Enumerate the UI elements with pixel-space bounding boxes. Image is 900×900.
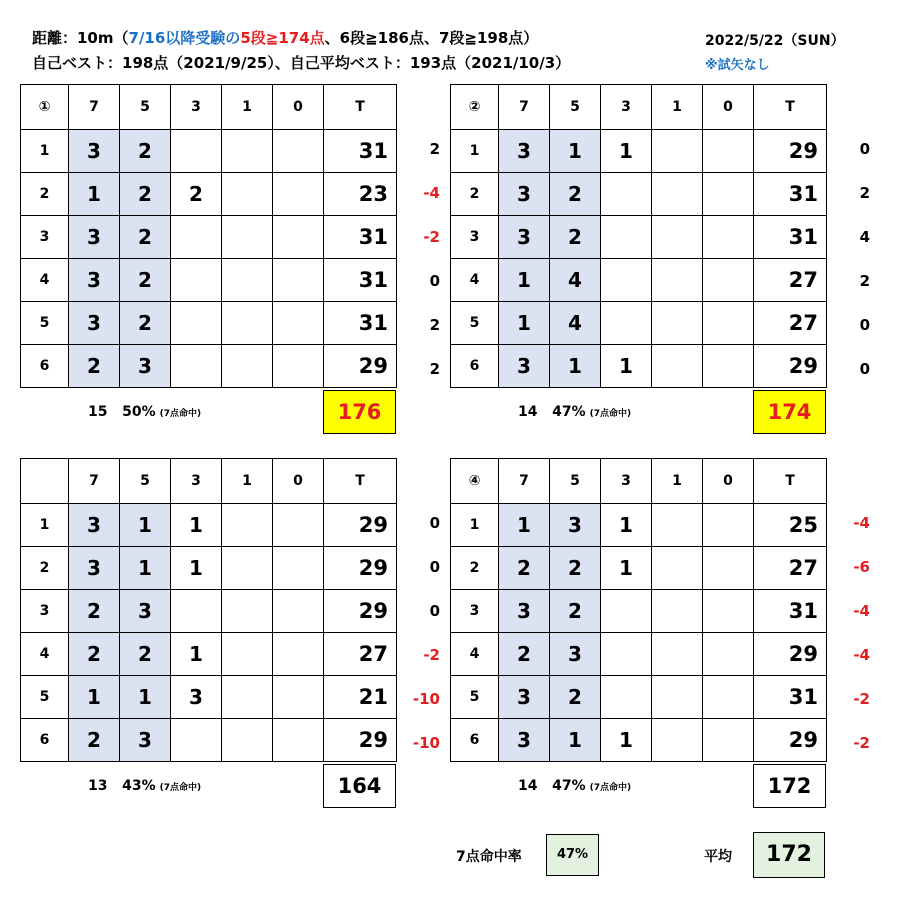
- end-total: 29: [324, 719, 397, 762]
- count-5: 2: [550, 173, 601, 216]
- count-5: 1: [550, 719, 601, 762]
- count-1: [222, 345, 273, 388]
- end-total: 31: [754, 173, 827, 216]
- column-header: 3: [171, 459, 222, 504]
- count-1: [652, 302, 703, 345]
- count-0: [703, 216, 754, 259]
- end-row: [21, 676, 397, 719]
- count-1: [652, 130, 703, 173]
- count-5: 1: [120, 547, 171, 590]
- no-trial-note: ※試矢なし: [705, 58, 770, 73]
- end-number: 1: [21, 504, 69, 547]
- count-3: [171, 719, 222, 762]
- hit-count: 15: [88, 404, 108, 420]
- count-7: 3: [69, 259, 120, 302]
- end-total: 25: [754, 504, 827, 547]
- count-1: [652, 676, 703, 719]
- count-7: 3: [69, 216, 120, 259]
- end-total: 31: [324, 259, 397, 302]
- end-number: 4: [21, 633, 69, 676]
- end-number: 4: [21, 259, 69, 302]
- count-5: 2: [120, 130, 171, 173]
- end-total: 23: [324, 173, 397, 216]
- count-0: [273, 302, 324, 345]
- column-header: T: [754, 459, 827, 504]
- count-3: 1: [601, 719, 652, 762]
- count-1: [222, 216, 273, 259]
- count-1: [222, 633, 273, 676]
- count-5: 2: [550, 216, 601, 259]
- end-total: 29: [754, 130, 827, 173]
- column-header: 0: [273, 459, 324, 504]
- hit-note: (7点命中): [589, 783, 632, 793]
- count-5: 3: [120, 719, 171, 762]
- end-number: 3: [451, 590, 499, 633]
- count-0: [273, 676, 324, 719]
- count-0: [273, 259, 324, 302]
- diff-value: -2: [853, 690, 870, 708]
- date-label: 2022/5/22（SUN）: [705, 33, 845, 49]
- end-number: 6: [451, 345, 499, 388]
- end-total: 27: [324, 633, 397, 676]
- column-header: 1: [222, 85, 273, 130]
- count-5: 2: [120, 259, 171, 302]
- count-5: 3: [550, 504, 601, 547]
- count-5: 4: [550, 302, 601, 345]
- count-3: 1: [171, 633, 222, 676]
- end-total: 31: [754, 216, 827, 259]
- count-7: 3: [69, 302, 120, 345]
- count-3: 1: [601, 504, 652, 547]
- end-total: 31: [324, 302, 397, 345]
- count-0: [703, 259, 754, 302]
- count-1: [652, 216, 703, 259]
- count-0: [703, 302, 754, 345]
- count-0: [273, 345, 324, 388]
- diff-value: -4: [853, 646, 870, 664]
- hit-percent: 50%: [122, 404, 156, 420]
- column-header: 3: [171, 85, 222, 130]
- end-total: 29: [324, 590, 397, 633]
- count-3: 2: [171, 173, 222, 216]
- end-number: 4: [451, 633, 499, 676]
- column-header: 7: [69, 85, 120, 130]
- end-row: [451, 259, 827, 302]
- count-1: [652, 504, 703, 547]
- count-7: 1: [69, 676, 120, 719]
- count-5: 3: [120, 590, 171, 633]
- count-7: 2: [69, 633, 120, 676]
- count-5: 2: [120, 216, 171, 259]
- diff-value: -4: [423, 184, 440, 202]
- count-7: 3: [499, 173, 550, 216]
- column-header: 5: [120, 459, 171, 504]
- count-1: [222, 547, 273, 590]
- count-1: [652, 719, 703, 762]
- hit-summary: [88, 404, 201, 420]
- average-label: 平均: [704, 849, 732, 865]
- end-row: [21, 633, 397, 676]
- diff-value: -6: [853, 558, 870, 576]
- end-total: 29: [324, 345, 397, 388]
- count-5: 2: [120, 173, 171, 216]
- diff-value: 0: [429, 602, 440, 620]
- end-row: [21, 547, 397, 590]
- end-total: 29: [754, 719, 827, 762]
- count-5: 1: [120, 676, 171, 719]
- round-total: 174: [753, 390, 826, 434]
- diff-value: -2: [853, 734, 870, 752]
- count-5: 3: [120, 345, 171, 388]
- diff-value: 2: [429, 316, 440, 334]
- end-total: 27: [754, 302, 827, 345]
- count-1: [222, 302, 273, 345]
- hit-summary: [518, 404, 631, 420]
- end-row: [451, 302, 827, 345]
- count-3: [171, 130, 222, 173]
- distance-header: 距離：10m（7/16以降受験の5段≧174点、6段≧186点、7段≧198点）: [32, 29, 539, 47]
- count-3: [171, 302, 222, 345]
- count-3: [171, 216, 222, 259]
- count-5: 2: [120, 633, 171, 676]
- round-label: [21, 459, 69, 504]
- hit-rate-box: 47%: [546, 834, 599, 876]
- count-3: 1: [171, 504, 222, 547]
- count-7: 2: [69, 590, 120, 633]
- diff-value: 0: [859, 360, 870, 378]
- end-number: 1: [451, 504, 499, 547]
- count-7: 1: [69, 173, 120, 216]
- diff-value: 2: [859, 184, 870, 202]
- count-5: 1: [120, 504, 171, 547]
- hit-percent: 47%: [552, 404, 586, 420]
- count-0: [703, 676, 754, 719]
- hit-percent: 43%: [122, 778, 156, 794]
- end-total: 21: [324, 676, 397, 719]
- end-row: [21, 173, 397, 216]
- count-7: 3: [499, 130, 550, 173]
- hit-count: 14: [518, 778, 538, 794]
- end-row: [451, 676, 827, 719]
- end-row: [21, 216, 397, 259]
- count-3: 1: [601, 345, 652, 388]
- count-7: 3: [499, 719, 550, 762]
- count-5: 1: [550, 130, 601, 173]
- column-header: 1: [652, 459, 703, 504]
- end-row: [451, 547, 827, 590]
- end-total: 27: [754, 259, 827, 302]
- count-3: [601, 173, 652, 216]
- count-0: [703, 590, 754, 633]
- diff-value: 4: [859, 228, 870, 246]
- column-header: 1: [222, 459, 273, 504]
- end-total: 29: [754, 633, 827, 676]
- count-1: [652, 173, 703, 216]
- score-table: [450, 458, 827, 762]
- count-3: [601, 216, 652, 259]
- column-header: 0: [703, 459, 754, 504]
- count-5: 1: [550, 345, 601, 388]
- column-header: 1: [652, 85, 703, 130]
- column-header: 5: [550, 459, 601, 504]
- end-number: 3: [451, 216, 499, 259]
- count-7: 1: [499, 259, 550, 302]
- count-7: 1: [499, 504, 550, 547]
- count-1: [222, 259, 273, 302]
- end-number: 2: [21, 173, 69, 216]
- diff-value: -2: [423, 646, 440, 664]
- diff-value: -10: [412, 690, 440, 708]
- diff-value: -2: [423, 228, 440, 246]
- count-3: 1: [171, 547, 222, 590]
- diff-value: 0: [429, 514, 440, 532]
- round-total: 176: [323, 390, 396, 434]
- count-1: [652, 590, 703, 633]
- end-total: 31: [324, 216, 397, 259]
- count-0: [273, 719, 324, 762]
- count-3: 3: [171, 676, 222, 719]
- count-5: 2: [550, 590, 601, 633]
- end-row: [21, 345, 397, 388]
- count-0: [273, 216, 324, 259]
- round-label: ②: [451, 85, 499, 130]
- diff-value: 2: [859, 272, 870, 290]
- round-total: 164: [323, 764, 396, 808]
- diff-value: -4: [853, 602, 870, 620]
- end-total: 27: [754, 547, 827, 590]
- end-number: 5: [21, 676, 69, 719]
- end-row: [451, 590, 827, 633]
- hit-percent: 47%: [552, 778, 586, 794]
- column-header: 0: [273, 85, 324, 130]
- count-0: [273, 504, 324, 547]
- count-7: 3: [499, 590, 550, 633]
- hit-summary: [88, 778, 201, 794]
- count-3: [601, 590, 652, 633]
- hit-note: (7点命中): [589, 409, 632, 419]
- count-3: [601, 633, 652, 676]
- column-header: 7: [499, 85, 550, 130]
- count-1: [652, 259, 703, 302]
- end-number: 1: [451, 130, 499, 173]
- count-7: 2: [499, 547, 550, 590]
- score-table: [450, 84, 827, 388]
- end-number: 2: [451, 173, 499, 216]
- count-3: [171, 259, 222, 302]
- diff-value: 2: [429, 140, 440, 158]
- column-header: 5: [550, 85, 601, 130]
- count-1: [652, 633, 703, 676]
- average-box: 172: [753, 832, 825, 878]
- end-number: 6: [451, 719, 499, 762]
- hit-rate-label: 7点命中率: [456, 849, 522, 865]
- end-row: [21, 504, 397, 547]
- count-1: [652, 345, 703, 388]
- count-0: [703, 633, 754, 676]
- end-row: [451, 345, 827, 388]
- end-number: 6: [21, 719, 69, 762]
- count-0: [703, 719, 754, 762]
- round-label: ④: [451, 459, 499, 504]
- personal-best-line: 自己ベスト：198点（2021/9/25）、自己平均ベスト：193点（2021/10/3）: [32, 54, 571, 72]
- end-number: 6: [21, 345, 69, 388]
- count-1: [222, 719, 273, 762]
- end-number: 2: [21, 547, 69, 590]
- round-total: 172: [753, 764, 826, 808]
- end-number: 1: [21, 130, 69, 173]
- end-number: 5: [451, 676, 499, 719]
- count-3: [601, 302, 652, 345]
- end-row: [451, 504, 827, 547]
- end-total: 29: [324, 504, 397, 547]
- diff-value: 0: [429, 558, 440, 576]
- diff-value: -10: [412, 734, 440, 752]
- end-row: [451, 130, 827, 173]
- column-header: T: [324, 459, 397, 504]
- end-row: [21, 719, 397, 762]
- diff-value: 0: [859, 140, 870, 158]
- end-total: 31: [754, 676, 827, 719]
- count-3: [171, 345, 222, 388]
- count-7: 3: [69, 504, 120, 547]
- end-row: [21, 590, 397, 633]
- count-7: 3: [499, 216, 550, 259]
- end-row: [451, 633, 827, 676]
- end-number: 3: [21, 216, 69, 259]
- count-0: [703, 345, 754, 388]
- hit-count: 13: [88, 778, 108, 794]
- count-5: 2: [120, 302, 171, 345]
- count-7: 2: [69, 345, 120, 388]
- count-1: [222, 504, 273, 547]
- count-3: 1: [601, 130, 652, 173]
- diff-value: 0: [429, 272, 440, 290]
- count-3: [171, 590, 222, 633]
- column-header: 7: [499, 459, 550, 504]
- end-row: [451, 719, 827, 762]
- end-total: 31: [324, 130, 397, 173]
- count-3: [601, 676, 652, 719]
- count-5: 4: [550, 259, 601, 302]
- end-number: 5: [451, 302, 499, 345]
- count-7: 1: [499, 302, 550, 345]
- count-1: [222, 130, 273, 173]
- count-7: 3: [69, 130, 120, 173]
- count-1: [222, 590, 273, 633]
- count-0: [273, 590, 324, 633]
- column-header: 5: [120, 85, 171, 130]
- diff-value: 0: [859, 316, 870, 334]
- end-number: 3: [21, 590, 69, 633]
- end-total: 29: [754, 345, 827, 388]
- count-1: [222, 676, 273, 719]
- hit-note: (7点命中): [159, 783, 202, 793]
- count-0: [703, 547, 754, 590]
- count-5: 3: [550, 633, 601, 676]
- column-header: T: [324, 85, 397, 130]
- column-header: T: [754, 85, 827, 130]
- count-0: [273, 173, 324, 216]
- end-total: 29: [324, 547, 397, 590]
- count-0: [273, 547, 324, 590]
- count-5: 2: [550, 547, 601, 590]
- count-7: 3: [499, 345, 550, 388]
- end-number: 4: [451, 259, 499, 302]
- count-1: [652, 547, 703, 590]
- column-header: 0: [703, 85, 754, 130]
- count-0: [273, 633, 324, 676]
- hit-summary: [518, 778, 631, 794]
- count-0: [703, 504, 754, 547]
- hit-note: (7点命中): [159, 409, 202, 419]
- end-row: [21, 259, 397, 302]
- hit-count: 14: [518, 404, 538, 420]
- count-7: 3: [499, 676, 550, 719]
- diff-value: 2: [429, 360, 440, 378]
- diff-value: -4: [853, 514, 870, 532]
- count-5: 2: [550, 676, 601, 719]
- end-row: [451, 173, 827, 216]
- count-3: 1: [601, 547, 652, 590]
- column-header: 3: [601, 85, 652, 130]
- count-0: [703, 130, 754, 173]
- end-number: 5: [21, 302, 69, 345]
- count-7: 3: [69, 547, 120, 590]
- round-label: ①: [21, 85, 69, 130]
- end-row: [451, 216, 827, 259]
- score-table: [20, 84, 397, 388]
- column-header: 7: [69, 459, 120, 504]
- end-total: 31: [754, 590, 827, 633]
- end-row: [21, 130, 397, 173]
- score-table: [20, 458, 397, 762]
- count-0: [273, 130, 324, 173]
- count-0: [703, 173, 754, 216]
- count-7: 2: [499, 633, 550, 676]
- column-header: 3: [601, 459, 652, 504]
- count-3: [601, 259, 652, 302]
- count-1: [222, 173, 273, 216]
- end-number: 2: [451, 547, 499, 590]
- count-7: 2: [69, 719, 120, 762]
- end-row: [21, 302, 397, 345]
